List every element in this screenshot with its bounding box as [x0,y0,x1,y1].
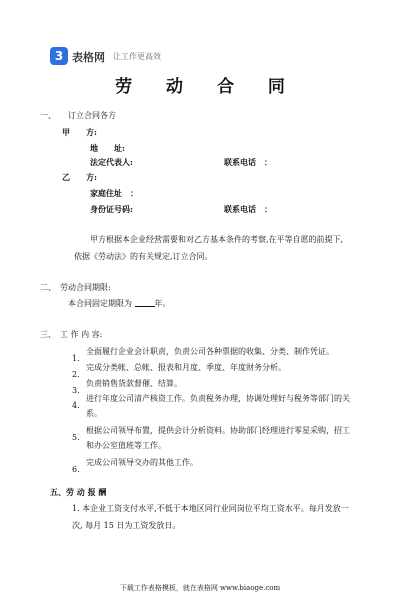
home-address-label: 家庭住址 ： [90,188,138,198]
phone-label-b: 联系电话 ： [224,204,272,214]
contract-term-line [68,298,171,309]
list-item-number: 1. [72,354,80,363]
contract-term-prefix: 本合同固定期限为 [68,299,132,308]
address-label: 地 址: [90,143,125,153]
list-item-number: 4. [72,401,80,410]
list-item [72,393,80,412]
party-b-label: 乙 方: [62,172,97,182]
intro-paragraph-line1: 甲方根据本企业经营需要和对乙方基本条件的考察,在平等自愿的前提下, [90,235,344,244]
list-item [72,425,80,444]
section1-heading: 一、 订立合同各方 [40,111,116,120]
list-item-number: 6. [72,465,80,474]
list-item [72,457,80,476]
brand-logo-icon: 3 [50,47,68,65]
list-item-number: 5. [72,433,80,442]
list-item-text: 进行年度公司清产核资工作。负责税务办理，协调处理好与税务等部门的关 [86,394,350,403]
intro-paragraph-line2: 依据《劳动法》的有关规定,订立合同。 [74,252,213,261]
list-item-text-continued: 和办公室值班等工作。 [86,441,166,450]
contract-term-suffix: 年。 [154,299,171,308]
list-item-text: 根据公司领导布置，提供会计分析资料。协助部门经理进行零星采购，招工 [86,426,350,435]
legal-rep-label: 法定代表人: [90,157,133,167]
list-item-number: 3. [72,386,80,395]
brand-name: 表格网 [72,51,105,64]
document-title: 劳 动 合 同 [115,77,299,97]
phone-label-a: 联系电话 ： [224,157,272,167]
list-item-text: 完成分类帐、总帐、报表和月度、季度、年度财务分析。 [86,363,286,372]
wage-paragraph-line2: 次, 每月 15 日为工资发放日。 [72,521,181,530]
id-number-label: 身份证号码: [90,204,133,214]
list-item-text-continued: 系。 [86,409,102,418]
section2-heading: 二、 劳动合同期限: [40,283,111,292]
wage-paragraph-line1: 1. 本企业工资支付水平,不低于本地区同行业同岗位平均工资水平。每月发放一 [72,504,349,513]
brand-slogan: 让工作更高效 [113,52,161,61]
list-item-text: 负责销售货款督催、结算。 [86,379,182,388]
party-a-label: 甲 方: [62,127,97,137]
section3-heading: 三、 工 作 内 容: [40,330,103,339]
list-item-text: 全面履行企业会计职责，负责公司各种票据的收集、分类、制作凭证。 [86,347,334,356]
section5-heading: 五、劳 动 报 酬 [50,487,107,497]
list-item-text: 完成公司领导交办的其他工作。 [86,458,198,467]
list-item-number: 2. [72,370,80,379]
page-footer: 下载工作表格模板，就在表格网 www.biaoge.com [119,584,281,592]
contract-term-blank[interactable] [135,306,155,307]
